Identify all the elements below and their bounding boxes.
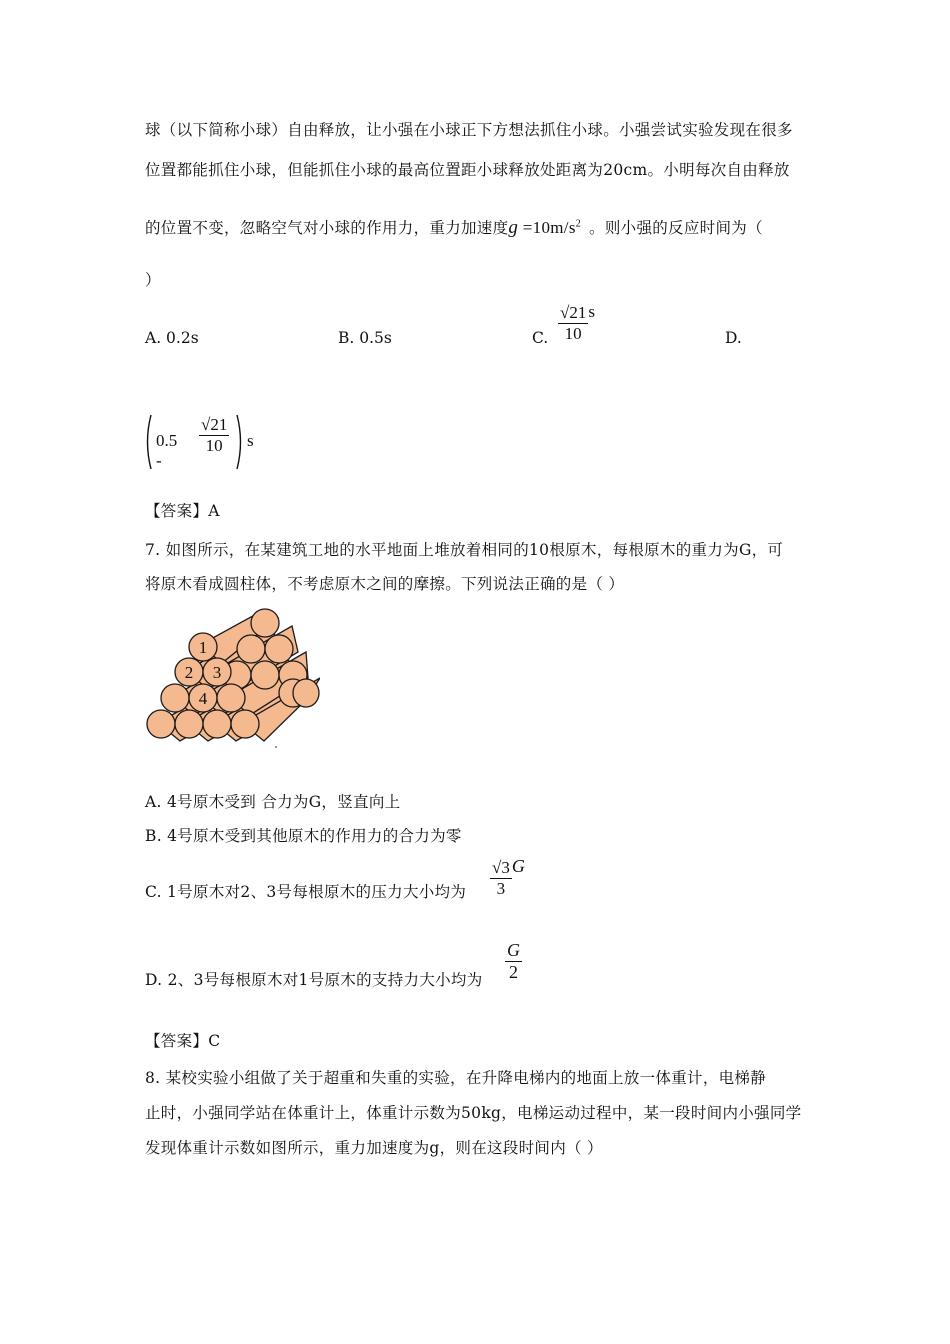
q8-text-line-2: 止时，小强同学站在体重计上，体重计示数为50kg，电梯运动过程中，某一段时间内小强同学: [145, 1104, 802, 1122]
q7-option-c: C. 1号原木对2、3号每根原木的压力大小均为: [145, 883, 467, 901]
left-paren-icon: [143, 413, 153, 471]
log-end: [231, 710, 259, 738]
log-label-2: 2: [184, 663, 194, 682]
q6-answer: 【答案】A: [145, 502, 220, 520]
log-label-1: 1: [198, 638, 208, 657]
q7-text-line-2: 将原木看成圆柱体，不考虑原木之间的摩擦。下列说法正确的是（ ）: [145, 575, 625, 593]
log-end: [161, 684, 189, 712]
q6-text-line-4: ）: [145, 271, 161, 289]
q7-text-line-1: 7. 如图所示，在某建筑工地的水平地面上堆放着相同的10根原木，每根原木的重力为G，可: [145, 541, 784, 559]
q7-option-c-fraction: $\frac{√3}{3}$ G: [492, 856, 525, 898]
q6-text-line-3: 的位置不变，忽略空气对小球的作用力，重力加速度$g =10m/s^2$ 。则小强的反应时间为（: [145, 217, 763, 238]
q7-option-a: A. 4号原木受到 合力为G，竖直向上: [145, 793, 401, 811]
log-end: [175, 710, 203, 738]
q6-text-line-2: 位置都能抓住小球，但能抓住小球的最高位置距小球释放处距离为20cm。小明每次自由释放: [145, 161, 790, 179]
q6-option-c-label: C.: [532, 329, 549, 347]
q7-option-b: B. 4号原木受到其他原木的作用力的合力为零: [145, 827, 462, 845]
q6-option-a: A. 0.2s: [145, 329, 199, 347]
q6-option-d-label: D.: [725, 329, 742, 347]
q7-option-d-fraction: $\frac{G}{2}$: [507, 940, 520, 982]
log-pile-figure: [140, 608, 320, 748]
q7-answer: 【答案】C: [145, 1032, 221, 1050]
q6-option-c-fraction: $\frac{√21}{10}$ s: [560, 302, 595, 343]
log-label-3: 3: [212, 663, 222, 682]
q6-text-line-1: 球（以下简称小球）自由释放，让小强在小球正下方想法抓住小球。小强尝试实验发现在很多: [145, 121, 793, 139]
log-label-4: 4: [198, 689, 208, 708]
q6-option-b: B. 0.5s: [338, 329, 392, 347]
log-end: [203, 710, 231, 738]
log-end: [147, 710, 175, 738]
right-paren-icon: [235, 413, 245, 471]
q8-text-line-3: 发现体重计示数如图所示，重力加速度为g，则在这段时间内（ ）: [145, 1139, 603, 1157]
q8-text-line-1: 8. 某校实验小组做了关于超重和失重的实验，在升降电梯内的地面上放一体重计，电梯静: [145, 1069, 767, 1087]
q7-option-d: D. 2、3号每根原木对1号原木的支持力大小均为: [145, 971, 483, 989]
log-end: [217, 684, 245, 712]
